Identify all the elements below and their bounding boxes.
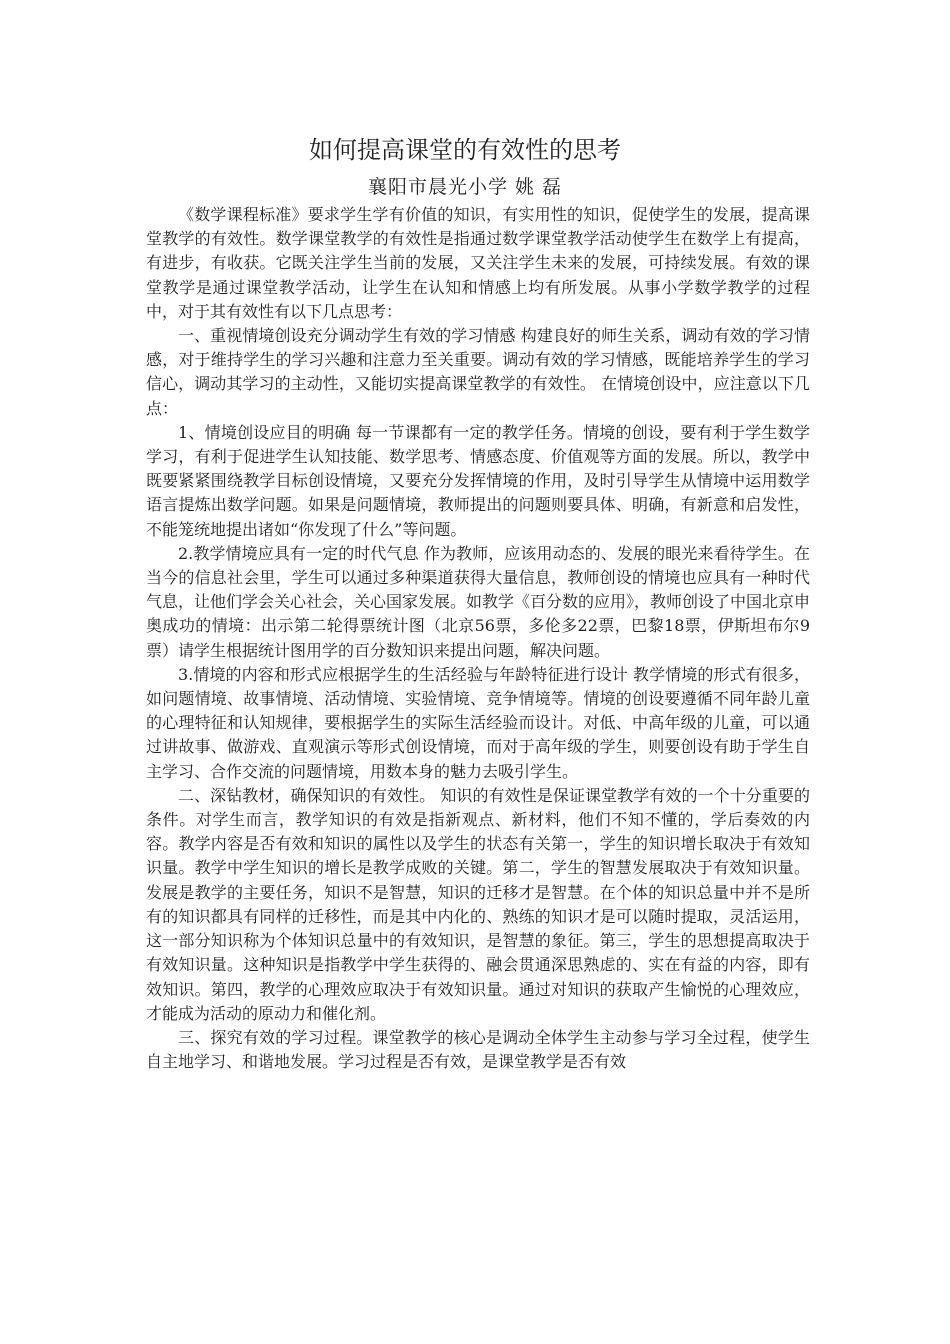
- paragraph-point-3: 3.情境的内容和形式应根据学生的生活经验与年龄特征进行设计 教学情境的形式有很多，如问题情境、故事情境、活动情境、实验情境、竞争情境等。情境的创设要遵循不同年龄儿童的心理特征和认知规律，要根据学生的实际生活经验而设计。对低、中高年级的儿童，可以通过讲故事、做游戏、直观演示等形式创设情境，而对于高年级的学生，则要创设有助于学生自主学习、合作交流的问题情境，用数本身的魅力去吸引学生。: [146, 664, 810, 781]
- paragraph-section-2: 二、深钻教材，确保知识的有效性。 知识的有效性是保证课堂教学有效的一个十分重要的条件。对学生而言，教学知识的有效是指新观点、新材料，他们不知不懂的，学后奏效的内容。教学内容是否有效和知识的属性以及学生的状态有关第一，学生的知识增长取决于有效知识量。教学中学生知识的增长是教学成败的关键。第二，学生的智慧发展取决于有效知识量。发展是教学的主要任务，知识不是智慧，知识的迁移才是智慧。在个体的知识总量中并不是所有的知识都具有同样的迁移性，而是其中内化的、熟练的知识才是可以随时提取，灵活运用，这一部分知识称为个体知识总量中的有效知识，是智慧的象征。第三，学生的思想提高取决于有效知识量。这种知识是指教学中学生获得的、融会贯通深思熟虑的、实在有益的内容，即有效知识。第四，教学的心理效应取决于有效知识量。通过对知识的获取产生愉悦的心理效应，才能成为活动的原动力和催化剂。: [146, 785, 810, 1023]
- paragraph-section-1: 一、重视情境创设充分调动学生有效的学习情感 构建良好的师生关系，调动有效的学习情感，对于维持学生的学习兴趣和注意力至关重要。调动有效的学习情感，既能培养学生的学习信心，调动其学习的主动性，又能切实提高课堂教学的有效性。 在情境创设中，应注意以下几点：: [146, 326, 810, 418]
- paragraph-point-2: 2.教学情境应具有一定的时代气息 作为教师，应该用动态的、发展的眼光来看待学生。在当今的信息社会里，学生可以通过多种渠道获得大量信息，教师创设的情境也应具有一种时代气息，让他们学会关心社会，关心国家发展。如教学《百分数的应用》，教师创设了中国北京申奥成功的情境：出示第二轮得票统计图（北京56票，多伦多22票，巴黎18票，伊斯坦布尔9票）请学生根据统计图用学的百分数知识来提出问题，解决问题。: [146, 543, 811, 660]
- paragraph-point-1: 1、情境创设应目的明确 每一节课都有一定的教学任务。情境的创设，要有利于学生数学学习，有利于促进学生认知技能、数学思考、情感态度、价值观等方面的发展。所以，教学中既要紧紧围绕教学目标创设情境，又要充分发挥情境的作用，及时引导学生从情境中运用数学语言提炼出数学问题。如果是问题情境，教师提出的问题则要具体、明确，有新意和启发性，不能笼统地提出诸如“你发现了什么”等问题。: [146, 422, 810, 539]
- paragraph-intro: 《数学课程标准》要求学生学有价值的知识，有实用性的知识，促使学生的发展，提高课堂教学的有效性。数学课堂教学的有效性是指通过数学课堂教学活动使学生在数学上有提高，有进步，有收获。它既关注学生当前的发展，又关注学生未来的发展，可持续发展。有效的课堂教学是通过课堂教学活动，让学生在认知和情感上均有所发展。从事小学数学教学的过程中，对于其有效性有以下几点思考：: [146, 205, 810, 321]
- document-author: 襄阳市晨光小学 姚 磊: [367, 176, 563, 198]
- document-title: 如何提高课堂的有效性的思考: [309, 136, 621, 164]
- paragraph-section-3: 三、探究有效的学习过程。课堂教学的核心是调动全体学生主动参与学习全过程，使学生自主地学习、和谐地发展。学习过程是否有效，是课堂教学是否有效: [146, 1027, 810, 1072]
- document-body: [146, 203, 810, 1074]
